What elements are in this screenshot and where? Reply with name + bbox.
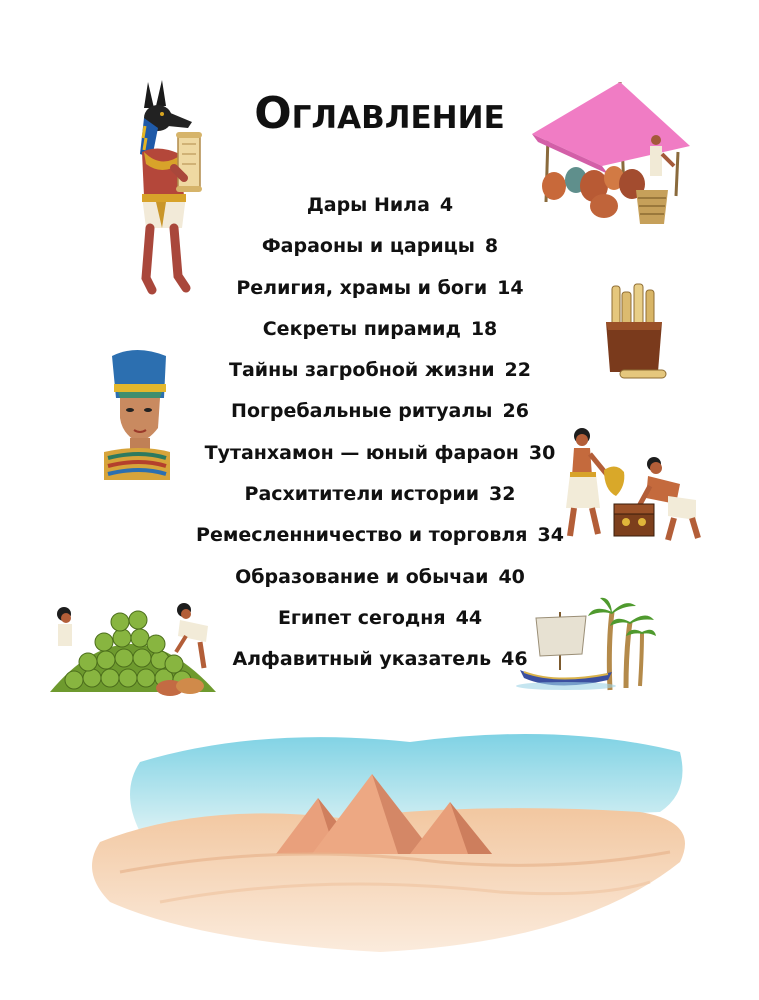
toc-item-page: 18: [470, 317, 498, 340]
toc-item[interactable]: [180, 518, 580, 559]
toc-item-page: 30: [528, 441, 556, 464]
toc-item-page: 14: [497, 276, 524, 299]
anubis-figure-icon: [118, 78, 218, 298]
boat-palms-icon: [516, 594, 656, 694]
toc-item-page: 8: [484, 235, 499, 258]
toc-item-title: Тутанхамон — юный фараон: [204, 441, 519, 464]
toc-item-title: Погребальные ритуалы: [231, 400, 493, 423]
toc-item-page: 4: [439, 194, 454, 216]
toc-item-title: Тайны загробной жизни: [229, 359, 495, 382]
toc-item-page: 44: [455, 606, 483, 629]
toc-item-page: 46: [501, 648, 528, 671]
market-tent-icon: [528, 74, 694, 238]
toc-item-page: 26: [502, 400, 529, 423]
desert-pyramids-icon: [80, 722, 710, 962]
toc-item-title: Секреты пирамид: [262, 317, 461, 340]
toc-item-page: 34: [537, 524, 564, 547]
toc-item[interactable]: [180, 229, 580, 270]
page-title: Оглавление: [254, 88, 505, 139]
toc-item-title: Религия, храмы и боги: [236, 276, 488, 299]
toc-item-page: 32: [489, 483, 516, 506]
scroll-basket-icon: [596, 282, 676, 382]
toc-item-page: 22: [504, 359, 531, 382]
toc-item[interactable]: [180, 188, 580, 229]
toc-item[interactable]: [180, 271, 580, 312]
toc-item-title: Дары Нила: [306, 194, 430, 216]
toc-item[interactable]: [180, 394, 580, 435]
toc-item[interactable]: [180, 312, 580, 353]
toc-item[interactable]: [180, 353, 580, 394]
toc-item-title: Алфавитный указатель: [232, 648, 492, 671]
toc-item-title: Египет сегодня: [277, 606, 446, 629]
nefertiti-bust-icon: [100, 348, 172, 486]
toc-item[interactable]: [180, 436, 580, 477]
toc-item[interactable]: [180, 477, 580, 518]
fruit-pile-icon: [40, 596, 226, 700]
toc-item-title: Расхитители истории: [244, 483, 480, 506]
toc-item-title: Фараоны и царицы: [261, 235, 475, 258]
toc-item-title: Ремесленничество и торговля: [196, 524, 528, 547]
toc-item-title: Образование и обычаи: [235, 565, 489, 588]
toc-item-page: 40: [498, 565, 525, 588]
workers-treasure-icon: [556, 424, 706, 544]
